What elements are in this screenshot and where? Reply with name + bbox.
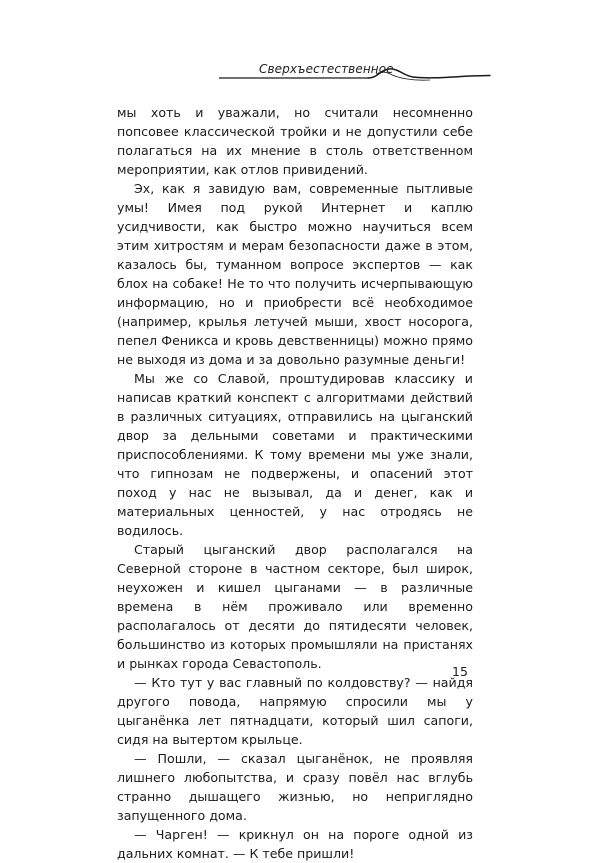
body-text bbox=[117, 103, 473, 863]
running-header-title: Сверхъестественное bbox=[259, 62, 394, 76]
paragraph-2: Эх, как я завидую вам, современные пытливые умы! Имея под рукой Интернет и каплю усидчивости, как быстро можно научиться всем этим хитростям и мерам безопасности даже в этом, казалось бы, туманном вопросе экспертов — как блох на собаке! Не то что получить исчерпывающую информацию, но и приобрести всё необходимое (например, крылья летучей мыши, хвост носорога, пепел Феникса и кровь девственницы) можно прямо не выходя из дома и за довольно разумные деньги! bbox=[117, 181, 473, 367]
paragraph-1: мы хоть и уважали, но считали несомненно попсовее классической тройки и не допустили себе полагаться на их мнение в столь ответственном мероприятии, как отлов привидений. bbox=[117, 105, 473, 177]
page-number: 15 bbox=[452, 664, 468, 679]
paragraph-3: Мы же со Славой, проштудировав классику и написав краткий конспект с алгоритмами действий в различных ситуациях, отправились на цыганский двор за дельными советами и практическими приспособлениями. К тому времени мы уже знали, что гипнозам не подвержены, и опасений этот поход у нас не вызывал, да и денег, как и материальных ценностей, у нас отродясь не водилось. bbox=[117, 371, 473, 538]
running-header bbox=[0, 56, 600, 96]
paragraph-7: — Чарген! — крикнул он на пороге одной из дальних комнат. — К тебе пришли! bbox=[117, 827, 473, 861]
paragraph-6: — Пошли, — сказал цыганёнок, не проявляя лишнего любопытства, и сразу повёл нас вглубь странно дышащего жизнью, но неприглядно запущенного дома. bbox=[117, 751, 473, 823]
paragraph-4: Старый цыганский двор располагался на Северной стороне в частном секторе, был широк, неухожен и кишел цыганами — в различные времена в нём проживало или временно располагалось от десяти до пятидесяти человек, большинство из которых промышляли на пристанях и рынках города Севастополь. bbox=[117, 542, 473, 671]
paragraph-5: — Кто тут у вас главный по колдовству? — найдя другого повода, напрямую спросили мы у цыганёнка лет пятнадцати, который шил сапоги, сидя на вытертом крыльце. bbox=[117, 675, 473, 747]
